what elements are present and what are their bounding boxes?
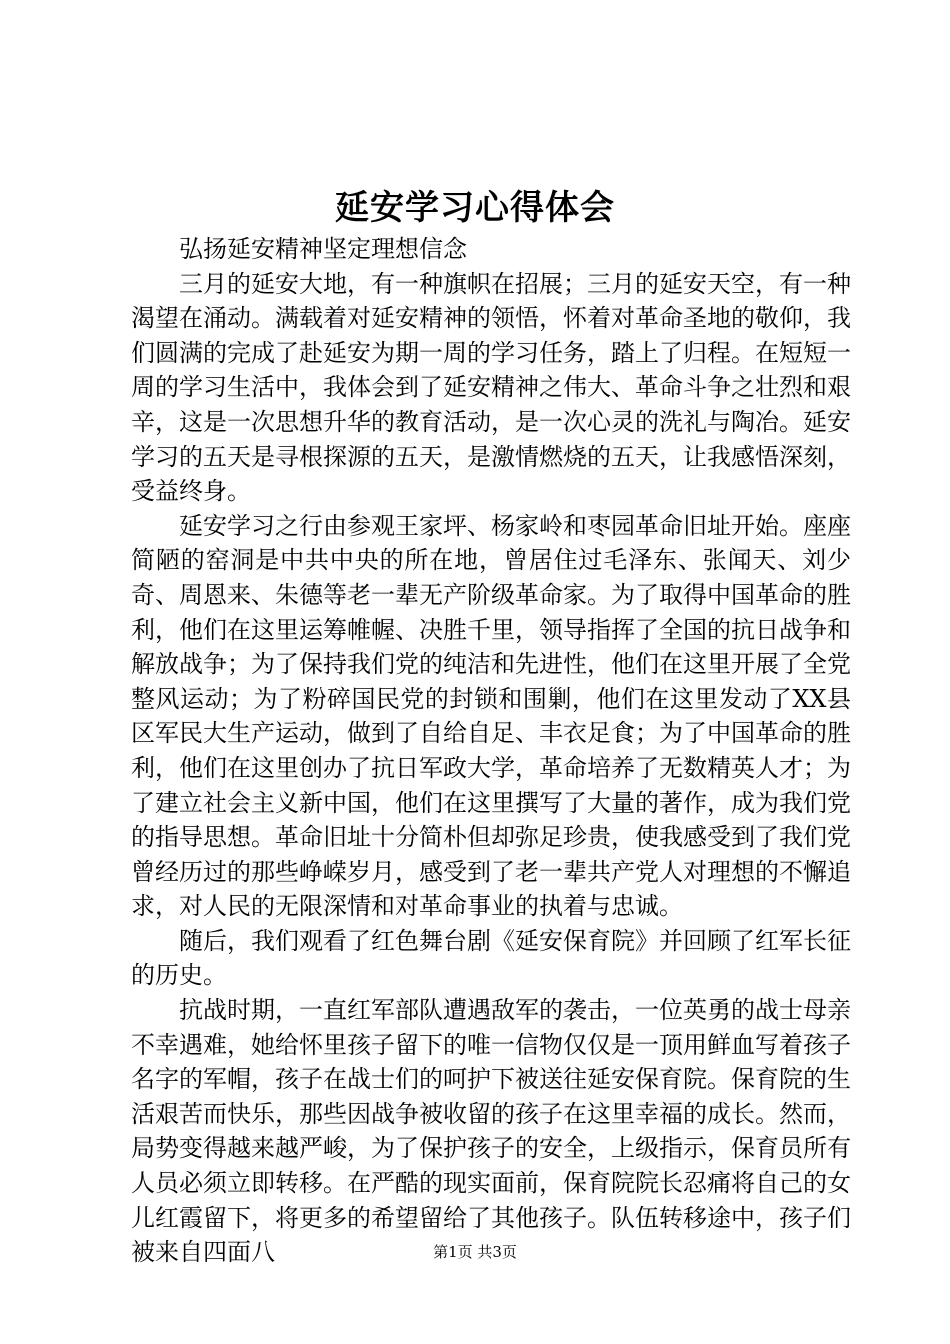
body-paragraph: 延安学习之行由参观王家坪、杨家岭和枣园革命旧址开始。座座简陋的窑洞是中共中央的所在地，曾居住过毛泽东、张闻天、刘少奇、周恩来、朱德等老一辈无产阶级革命家。为了取得中国革命的胜利，他们在这里运筹帷幄、决胜千里，领导指挥了全国的抗日战争和解放战争；为了保持我们党的纯洁和先进性，他们在这里开展了全党整风运动；为了粉碎国民党的封锁和围剿，他们在这里发动了XX县区军民大生产运动，做到了自给自足、丰衣足食；为了中国革命的胜利，他们在这里创办了抗日军政大学，革命培养了无数精英人才；为了建立社会主义新中国，他们在这里撰写了大量的著作，成为我们党的指导思想。革命旧址十分简朴但却弥足珍贵，使我感受到了我们党曾经历过的那些峥嵘岁月，感受到了老一辈共产党人对理想的不懈追求，对人民的无限深情和对革命事业的执着与忠诚。 <box>131 511 851 921</box>
body-paragraph: 抗战时期，一直红军部队遭遇敌军的袭击，一位英勇的战士母亲不幸遇难，她给怀里孩子留下的唯一信物仅仅是一顶用鲜血写着孩子名字的军帽，孩子在战士们的呵护下被送往延安保育院。保育院的生活艰苦而快乐，那些因战争被收留的孩子在这里幸福的成长。然而，局势变得越来越严峻，为了保护孩子的安全，上级指示，保育员所有人员必须立即转移。在严酷的现实面前，保育院院长忍痛将自己的女儿红霞留下，将更多的希望留给了其他孩子。队伍转移途中，孩子们被来自四面八 <box>131 996 851 1267</box>
document-body <box>131 232 851 1270</box>
page-number-footer: 第1页 共3页 <box>433 1243 517 1261</box>
subtitle-paragraph: 弘扬延安精神坚定理想信念 <box>179 235 467 263</box>
document-title: 延安学习心得体会 <box>335 188 615 228</box>
body-paragraph: 随后，我们观看了红色舞台剧《延安保育院》并回顾了红军长征的历史。 <box>131 926 851 990</box>
body-paragraph: 三月的延安大地，有一种旗帜在招展；三月的延安天空，有一种渴望在涌动。满载着对延安精神的领悟，怀着对革命圣地的敬仰，我们圆满的完成了赴延安为期一周的学习任务，踏上了归程。在短短一周的学习生活中，我体会到了延安精神之伟大、革命斗争之壮烈和艰辛，这是一次思想升华的教育活动，是一次心灵的洗礼与陶冶。延安学习的五天是寻根探源的五天，是激情燃烧的五天，让我感悟深刻，受益终身。 <box>131 269 851 506</box>
